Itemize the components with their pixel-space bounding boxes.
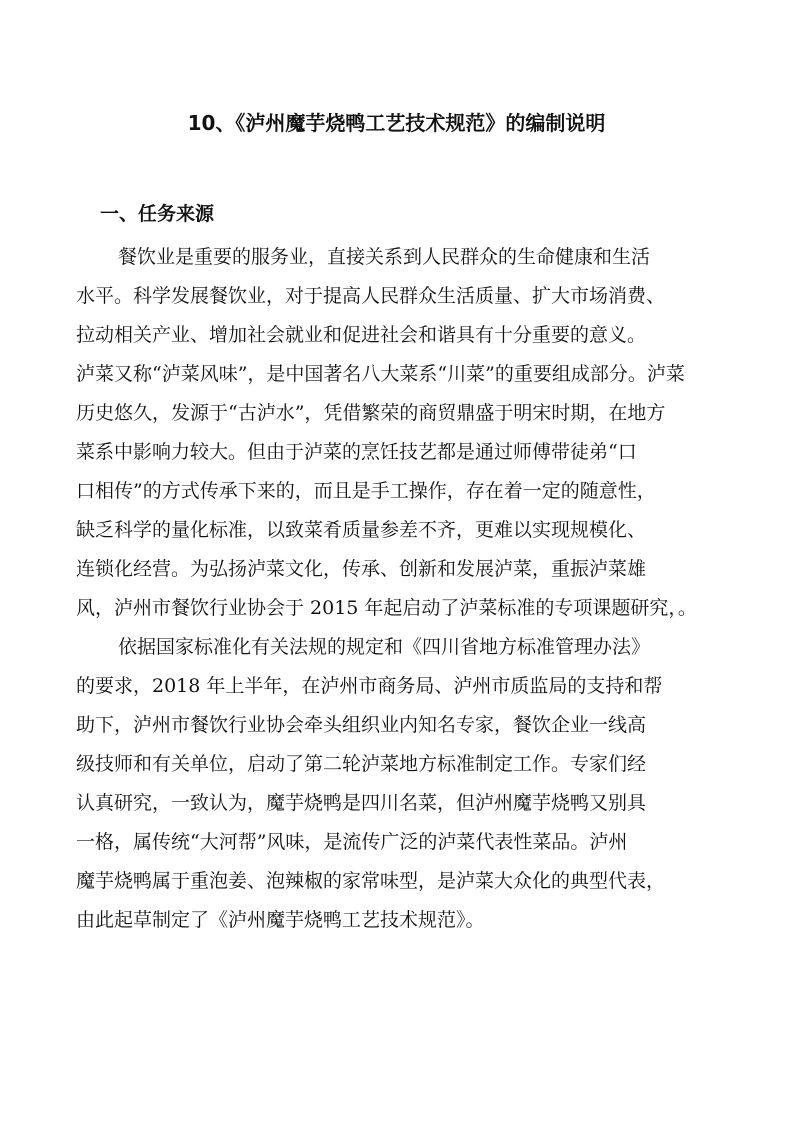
text-line: 级技师和有关单位，启动了第二轮泸菜地方标准制定工作。专家们经 bbox=[76, 753, 647, 775]
text-line: 历史悠久，发源于“古泸水”，凭借繁荣的商贸鼎盛于明宋时期，在地方 bbox=[76, 402, 666, 424]
text-line: 魔芋烧鸭属于重泡姜、泡辣椒的家常味型，是泸菜大众化的典型代表， bbox=[76, 870, 666, 892]
section-heading: 一、任务来源 bbox=[100, 203, 215, 225]
text-line: 口相传”的方式传承下来的，而且是手工操作，存在着一定的随意性， bbox=[76, 480, 656, 502]
text-line: 风，泸州市餐饮行业协会于 2015 年起启动了泸菜标准的专项课题研究，。 bbox=[76, 597, 697, 619]
text-line: 缺乏科学的量化标准，以致菜肴质量参差不齐，更难以实现规模化、 bbox=[76, 519, 647, 541]
text-line: 助下，泸州市餐饮行业协会牵头组织业内知名专家，餐饮企业一线高 bbox=[76, 714, 647, 736]
text-line: 泸菜又称“泸菜风味”，是中国著名八大菜系“川菜”的重要组成部分。泸菜 bbox=[76, 363, 685, 385]
text-line: 菜系中影响力较大。但由于泸菜的烹饪技艺都是通过师傅带徒弟“口 bbox=[76, 441, 637, 463]
text-line: 一格，属传统“大河帮”风味，是流传广泛的泸菜代表性菜品。泸州 bbox=[76, 831, 628, 853]
text-line: 的要求，2018 年上半年，在泸州市商务局、泸州市质监局的支持和帮 bbox=[76, 675, 663, 697]
text-line: 连锁化经营。为弘扬泸菜文化，传承、创新和发展泸菜，重振泸菜雄 bbox=[76, 558, 647, 580]
text-line: 餐饮业是重要的服务业，直接关系到人民群众的生命健康和生活 bbox=[118, 246, 651, 268]
document-title: 10、《泸州魔芋烧鸭工艺技术规范》的编制说明 bbox=[187, 111, 606, 135]
text-line: 拉动相关产业、增加社会就业和促进社会和谐具有十分重要的意义。 bbox=[76, 324, 647, 346]
text-line: 水平。科学发展餐饮业，对于提高人民群众生活质量、扩大市场消费、 bbox=[76, 285, 666, 307]
text-line: 由此起草制定了《泸州魔芋烧鸭工艺技术规范》。 bbox=[76, 909, 485, 931]
text-line: 依据国家标准化有关法规的规定和《四川省地方标准管理办法》 bbox=[118, 636, 651, 658]
text-line: 认真研究，一致认为，魔芋烧鸭是四川名菜，但泸州魔芋烧鸭又别具 bbox=[76, 792, 647, 814]
